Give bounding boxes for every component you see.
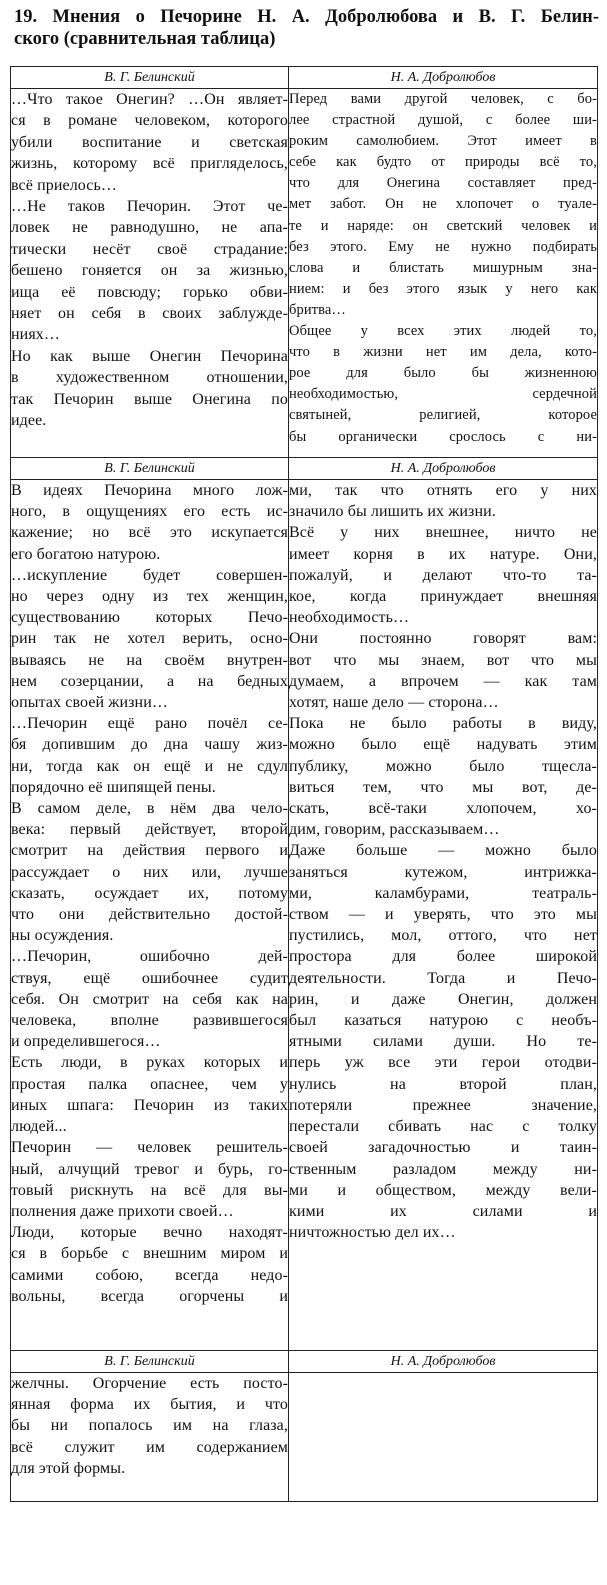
- quote-line: Но как выше Онегин Печорина: [11, 347, 288, 365]
- quote-line: вольны, всегда огорчены и: [11, 1287, 288, 1305]
- quote-line: публику, можно было тщесла-: [289, 757, 597, 775]
- quote-line: вываясь не на своём внутрен-: [11, 651, 288, 669]
- quote-line: мет забот. Он не хлопочет о туале-: [289, 196, 597, 213]
- quote-line: всё служит им содержанием: [11, 1438, 288, 1456]
- quote-line: полнения даже прихоти своей…: [11, 1202, 234, 1220]
- quote-line: перь уж все эти герои отодви-: [289, 1054, 597, 1072]
- quote-line: так Печорин выше Онегина по: [11, 390, 288, 408]
- quote-line: его богатою натурою.: [11, 545, 161, 563]
- quote-line: скать, всё-таки хлопочем, хо-: [289, 800, 597, 818]
- quote-line: ничтожностью дел их…: [289, 1224, 456, 1242]
- quote-line: ми, так что отнять его у них: [289, 482, 597, 499]
- comparison-table: [10, 66, 598, 1502]
- quote-line: ся в борьбе с внешним миром и: [11, 1245, 288, 1263]
- quote-line: бы ни попалось им на глаза,: [11, 1417, 288, 1435]
- header-belinsky: В. Г. Белинский: [11, 458, 289, 480]
- quote-line: ственным разладом между ни-: [289, 1160, 597, 1178]
- quote-line: существованию которых Печо-: [11, 609, 288, 627]
- quote-line: …искупление будет совершен-: [11, 566, 288, 584]
- quote-line: в художественном отношении,: [11, 369, 288, 387]
- quote-line: Печорин — человек решитель-: [11, 1139, 288, 1157]
- quote-line: В идеях Печорина много лож-: [11, 482, 288, 499]
- page-title: [14, 6, 599, 50]
- quote-line: Даже больше — можно было: [289, 842, 597, 860]
- quote-line: Всё у них внешнее, ничто не: [289, 524, 597, 542]
- quote-line: ствуя, ещё ошибочнее судит: [11, 969, 288, 987]
- quote-line: простая палка опаснее, чем у: [11, 1075, 288, 1093]
- quote-line: кими их силами и: [289, 1202, 597, 1220]
- quote-line: что в жизни нет им дела, кото-: [289, 344, 597, 361]
- quote-line: людей...: [11, 1118, 67, 1136]
- quote-line: пустились, мол, оттого, что нет: [289, 927, 597, 945]
- quote-line: что они действительно достой-: [11, 906, 288, 924]
- quote-line: что для Онегина составляет пред-: [289, 175, 597, 192]
- quote-line: необходимостью, сердечной: [289, 386, 597, 403]
- header-row: [11, 1351, 598, 1373]
- quote-line: хотят, наше дело — сторона…: [289, 694, 499, 712]
- quote-line: был казаться натурою с необъ-: [289, 1012, 597, 1030]
- quote-line: для этой формы.: [11, 1459, 126, 1477]
- quote-line: простора для более широкой: [289, 948, 597, 966]
- quote-line: ми и обществом, между вели-: [289, 1181, 597, 1199]
- quote-line: …Печорин ещё рано почёл се-: [11, 715, 288, 733]
- quote-line: вот что мы знаем, вот что мы: [289, 651, 597, 669]
- quote-line: ми, каламбурами, театраль-: [289, 884, 597, 902]
- quote-line: значило бы лишить их жизни.: [289, 503, 496, 521]
- quote-line: века: первый действует, второй: [11, 821, 288, 839]
- quote-line: но через одну из тех женщин,: [11, 588, 288, 606]
- quote-line: ища её повсюду; горько обви-: [11, 283, 288, 301]
- quote-line: опытах своей жизни…: [11, 694, 168, 712]
- quote-line: ный, алчущий тревог и бурь, го-: [11, 1160, 288, 1178]
- quote-line: заняться кутежом, интрижка-: [289, 863, 597, 881]
- quote-line: ятными силами души. Но те-: [289, 1033, 597, 1051]
- quote-line: бя допившим до дна чашу жиз-: [11, 736, 288, 754]
- quote-line: рое для было бы жизненною: [289, 365, 597, 382]
- quote-line: ловек не равнодушно, не апа-: [11, 219, 288, 237]
- title-line: ского (сравнительная таблица): [14, 29, 276, 49]
- quote-line: рин так не хотел верить, осно-: [11, 630, 288, 648]
- quote-line: всё приелось…: [11, 176, 117, 194]
- belinsky-quote-cell: [11, 480, 289, 1351]
- quote-line: Общее у всех этих людей то,: [289, 323, 597, 340]
- quote-line: сказать, осуждает их, потому: [11, 884, 288, 902]
- quote-line: янная форма их бытия, и что: [11, 1396, 288, 1414]
- quote-line: Они постоянно говорят вам:: [289, 630, 597, 648]
- quote-line: ни, тогда как он ещё и не сдул: [11, 757, 288, 775]
- quote-line: кажение; но всё это искупается: [11, 524, 288, 542]
- quote-line: ны осуждения.: [11, 927, 114, 945]
- quote-line: …Печорин, ошибочно дей-: [11, 948, 288, 966]
- header-row: [11, 458, 598, 480]
- quote-line: себя. Он смотрит на себя как на: [11, 990, 288, 1008]
- quote-line: бешено гоняется он за жизнью,: [11, 262, 288, 280]
- table-row: [11, 1373, 598, 1502]
- quote-line: Пока не было работы в виду,: [289, 715, 597, 733]
- quote-line: нулись на второй план,: [289, 1075, 597, 1093]
- quote-line: идее.: [11, 412, 47, 430]
- quote-line: святыней, религией, которое: [289, 407, 597, 424]
- quote-line: В самом деле, в нём два чело-: [11, 800, 288, 818]
- quote-line: имеет корня в их натуре. Они,: [289, 545, 597, 563]
- quote-line: пожалуй, и делают что-то та-: [289, 566, 597, 584]
- quote-line: роким самолюбием. Этот имеет в: [289, 133, 597, 150]
- quote-line: иных шпага: Печорин из таких: [11, 1096, 288, 1114]
- quote-line: товый рискнуть на всё для вы-: [11, 1181, 288, 1199]
- quote-line: без этого. Ему не нужно подбирать: [289, 238, 597, 255]
- dobrolyubov-quote-cell: [289, 89, 598, 458]
- header-dobrolyubov: Н. А. Добролюбов: [289, 67, 598, 89]
- title-line: 19. Мнения о Печорине Н. А. Добролюбова и В. Г. Белин-: [14, 7, 599, 27]
- quote-line: Люди, которые вечно находят-: [11, 1224, 288, 1242]
- quote-line: своей загадочностью и таин-: [289, 1139, 597, 1157]
- quote-line: желчны. Огорчение есть посто-: [11, 1375, 288, 1392]
- belinsky-quote-cell: [11, 89, 289, 458]
- quote-line: бы органически срослось с ни-: [289, 428, 597, 445]
- table-row: [11, 480, 598, 1351]
- quote-line: себе как будто от природы всё то,: [289, 154, 597, 171]
- quote-line: ного, в ощущениях его есть ис-: [11, 503, 288, 521]
- quote-line: убили воспитание и светская: [11, 133, 288, 151]
- quote-line: бритва…: [289, 301, 347, 318]
- quote-line: …Не таков Печорин. Этот че-: [11, 198, 288, 216]
- quote-line: тически несёт своё страдание:: [11, 240, 288, 258]
- table-row: [11, 89, 598, 458]
- quote-line: необходимость…: [289, 609, 410, 627]
- quote-line: смотрит на действия первого и: [11, 842, 288, 860]
- quote-line: кое, когда принуждает внешняя: [289, 588, 597, 606]
- quote-line: деятельности. Тогда и Печо-: [289, 969, 597, 987]
- quote-line: жизнь, которому всё пригляделось,: [11, 155, 288, 173]
- quote-line: слова и блистать мишурным зна-: [289, 259, 597, 276]
- dobrolyubov-quote-cell: [289, 1373, 598, 1502]
- header-dobrolyubov: Н. А. Добролюбов: [289, 458, 598, 480]
- belinsky-quote-cell: [11, 1373, 289, 1502]
- quote-line: нем созерцании, а на бедных: [11, 672, 288, 690]
- quote-line: ниях…: [11, 326, 60, 344]
- header-belinsky: В. Г. Белинский: [11, 67, 289, 89]
- quote-line: человека, вполне развившегося: [11, 1012, 288, 1030]
- quote-line: можно было ещё надувать этим: [289, 736, 597, 754]
- quote-line: Перед вами другой человек, с бо-: [289, 91, 597, 107]
- quote-line: потеряли прежнее значение,: [289, 1096, 597, 1114]
- quote-line: лее страстной душой, с более ши-: [289, 112, 597, 129]
- quote-line: няет он себя в своих заблужде-: [11, 305, 288, 323]
- quote-line: самими собою, всегда недо-: [11, 1266, 288, 1284]
- quote-line: и определившегося…: [11, 1033, 161, 1051]
- quote-line: Есть люди, в руках которых и: [11, 1054, 288, 1072]
- header-row: [11, 67, 598, 89]
- quote-line: …Что такое Онегин? …Он являет-: [11, 91, 288, 108]
- quote-line: дим, говорим, рассказываем…: [289, 821, 500, 839]
- quote-line: порядочно её шипящей пены.: [11, 778, 216, 796]
- quote-line: виться тем, что мы вот, де-: [289, 778, 597, 796]
- quote-line: ством — и уверять, что это мы: [289, 906, 597, 924]
- header-belinsky: В. Г. Белинский: [11, 1351, 289, 1373]
- quote-line: ся в романе человеком, которого: [11, 112, 288, 130]
- quote-line: перестали сбивать нас с толку: [289, 1118, 597, 1136]
- header-dobrolyubov: Н. А. Добролюбов: [289, 1351, 598, 1373]
- quote-line: рассуждает о них или, лучше: [11, 863, 288, 881]
- quote-line: те и наряде: он светский человек и: [289, 217, 597, 234]
- quote-line: рин, и даже Онегин, должен: [289, 990, 597, 1008]
- dobrolyubov-quote-cell: [289, 480, 598, 1351]
- quote-line: думаем, а впрочем — как там: [289, 672, 597, 690]
- quote-line: нием: и без этого язык у него как: [289, 280, 597, 297]
